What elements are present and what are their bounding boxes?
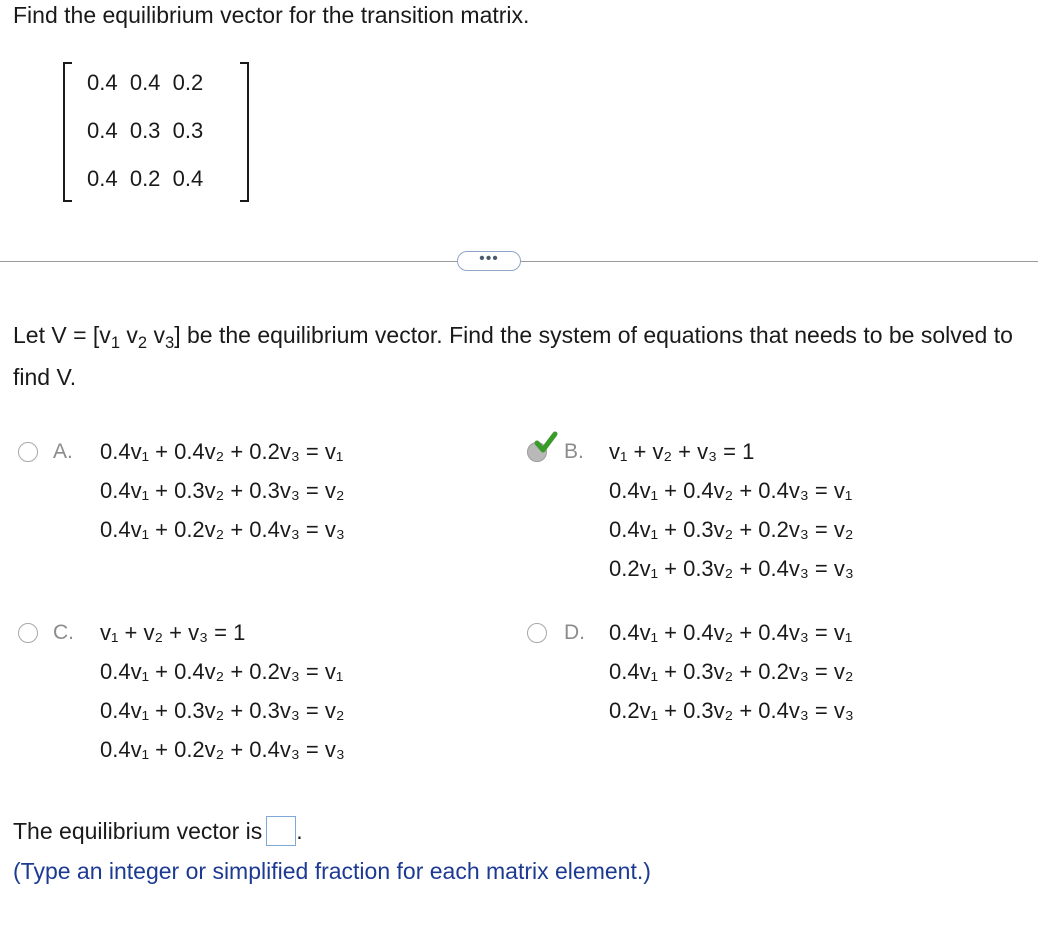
equation: 0.4v₁ + 0.3v₂ + 0.2v₃ = v₂ bbox=[609, 517, 854, 542]
equation: 0.4v₁ + 0.4v₂ + 0.2v₃ = v₁ bbox=[100, 439, 344, 464]
equation: 0.4v₁ + 0.2v₂ + 0.4v₃ = v₃ bbox=[100, 737, 345, 762]
matrix-row-1: 0.4 0.4 0.2 bbox=[87, 70, 204, 95]
option-b-equations bbox=[609, 432, 854, 588]
option-c-equations bbox=[100, 613, 345, 769]
option-d-letter: D. bbox=[564, 621, 585, 644]
show-more-button[interactable]: ••• bbox=[457, 251, 521, 271]
prompt-text: Find the equilibrium vector for the transition matrix. bbox=[13, 2, 530, 28]
option-d-equations bbox=[609, 613, 854, 730]
equation: 0.4v₁ + 0.4v₂ + 0.4v₃ = v₁ bbox=[609, 478, 853, 503]
option-a-letter: A. bbox=[53, 440, 73, 463]
option-b-letter: B. bbox=[564, 440, 584, 463]
equation: 0.4v₁ + 0.4v₂ + 0.2v₃ = v₁ bbox=[100, 659, 344, 684]
option-c-letter: C. bbox=[53, 621, 74, 644]
matrix-row-3: 0.4 0.2 0.4 bbox=[87, 166, 204, 191]
equation: v₁ + v₂ + v₃ = 1 bbox=[609, 439, 755, 464]
option-a-radio[interactable] bbox=[18, 442, 38, 462]
equation: 0.4v₁ + 0.3v₂ + 0.3v₃ = v₂ bbox=[100, 478, 345, 503]
transition-matrix bbox=[63, 62, 249, 202]
equation: 0.2v₁ + 0.3v₂ + 0.4v₃ = v₃ bbox=[609, 698, 854, 723]
option-d-radio[interactable] bbox=[527, 623, 547, 643]
option-c-radio[interactable] bbox=[18, 623, 38, 643]
answer-line bbox=[13, 818, 303, 846]
answer-suffix: . bbox=[296, 818, 303, 844]
equation: 0.4v₁ + 0.2v₂ + 0.4v₃ = v₃ bbox=[100, 517, 345, 542]
correct-check-icon bbox=[535, 430, 557, 454]
answer-hint: (Type an integer or simplified fraction for each matrix element.) bbox=[13, 858, 651, 884]
matrix-row-2: 0.4 0.3 0.3 bbox=[87, 118, 204, 143]
equation: 0.4v₁ + 0.4v₂ + 0.4v₃ = v₁ bbox=[609, 620, 853, 645]
equation: 0.2v₁ + 0.3v₂ + 0.4v₃ = v₃ bbox=[609, 556, 854, 581]
question-text: Let $V = [v_1$ $v_2$ $v_3$] be the equilibrium vector. Find the system of equations that needs to be solved to find V. bbox=[13, 322, 1013, 390]
equation: v₁ + v₂ + v₃ = 1 bbox=[100, 620, 246, 645]
matrix-left-bracket bbox=[63, 62, 72, 202]
matrix-right-bracket bbox=[240, 62, 249, 202]
equation: 0.4v₁ + 0.3v₂ + 0.3v₃ = v₂ bbox=[100, 698, 345, 723]
equation: 0.4v₁ + 0.3v₂ + 0.2v₃ = v₂ bbox=[609, 659, 854, 684]
answer-label: The equilibrium vector is bbox=[13, 818, 263, 844]
answer-input[interactable] bbox=[266, 816, 296, 846]
option-a-equations bbox=[100, 432, 345, 549]
